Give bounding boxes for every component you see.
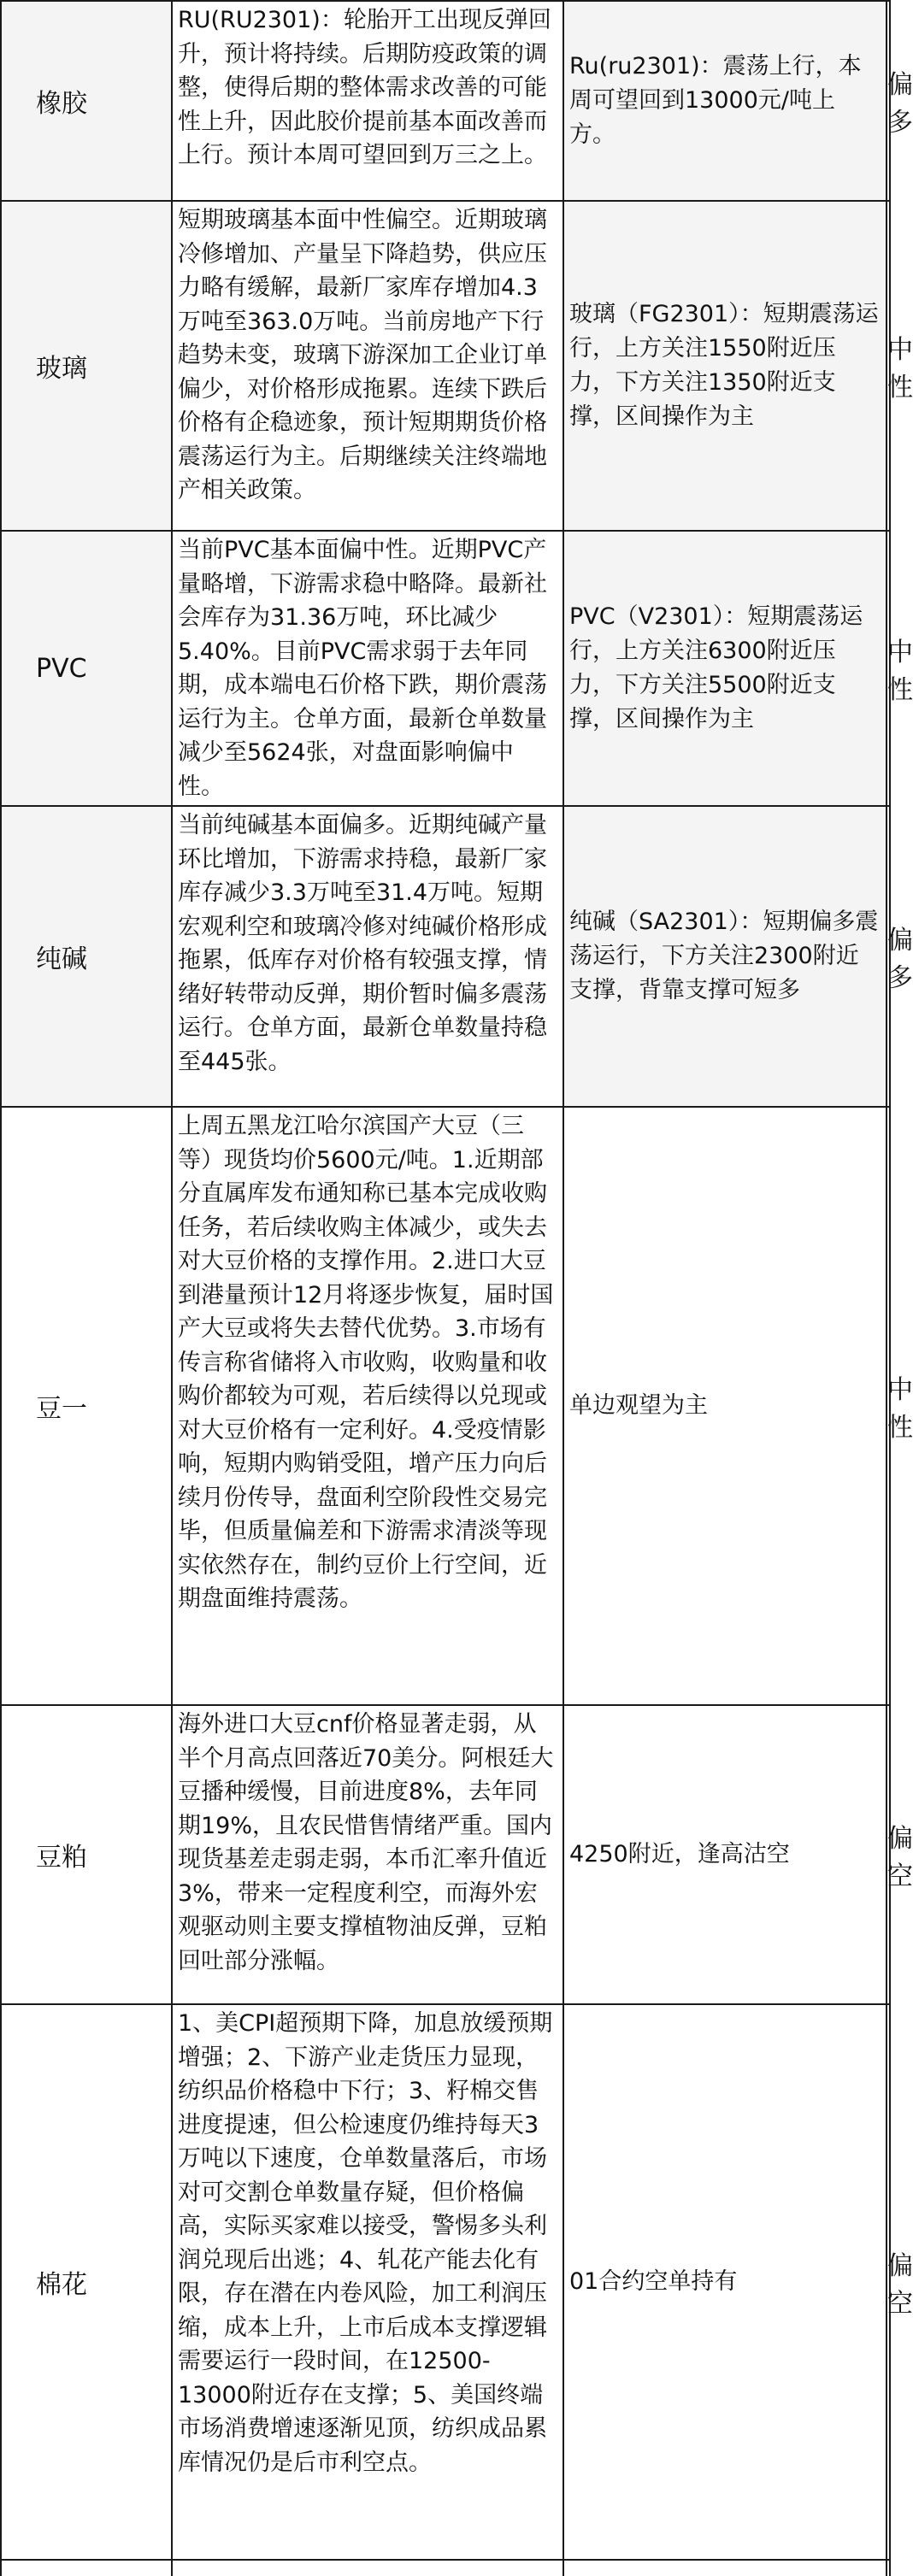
market-view: 中性 — [886, 1107, 890, 1705]
fundamental-analysis: 短期玻璃基本面中性偏空。近期玻璃冷修增加、产量呈下降趋势，供应压力略有缓解，最新厂家库存增加4.3万吨至363.0万吨。当前房地产下行趋势未变，玻璃下游深加工企业订单偏少，对价格形成拖累。连续下跌后价格有企稳迹象，预计短期期货价格震荡运行为主。后期继续关注终端地产相关政策。 — [172, 201, 563, 531]
variety-name: 豆粕 — [1, 1705, 172, 2004]
variety-name: 纯碱 — [1, 806, 172, 1107]
variety-name: 豆一 — [1, 1107, 172, 1705]
variety-name: PVC — [1, 531, 172, 806]
table-row — [1, 2004, 890, 2560]
market-view: 偏空 — [886, 2004, 890, 2560]
variety-name: 橡胶 — [1, 1, 172, 201]
fundamental-analysis: RU(RU2301)：轮胎开工出现反弹回升，预计将持续。后期防疫政策的调整，使得后期的整体需求改善的可能性上升，因此胶价提前基本面改善而上行。预计本周可望回到万三之上。 — [172, 1, 563, 201]
trading-strategy: 纯碱（SA2301）：短期偏多震荡运行，下方关注2300附近支撑，背靠支撑可短多 — [563, 806, 886, 1107]
table-row — [1, 1, 890, 201]
table-row — [1, 531, 890, 806]
table-row — [1, 806, 890, 1107]
trading-strategy: 玻璃（FG2301）：短期震荡运行，上方关注1550附近压力，下方关注1350附近支撑，区间操作为主 — [563, 201, 886, 531]
variety-name: 玻璃 — [1, 201, 172, 531]
trading-strategy: PVC（V2301）：短期震荡运行，上方关注6300附近压力，下方关注5500附近支撑，区间操作为主 — [563, 531, 886, 806]
table-cell-empty — [1, 2560, 172, 2576]
variety-name: 棉花 — [1, 2004, 172, 2560]
fundamental-analysis: 海外进口大豆cnf价格显著走弱，从半个月高点回落近70美分。阿根廷大豆播种缓慢，目前进度8%，去年同期19%，且农民惜售情绪严重。国内现货基差走弱走弱，本币汇率升值近3%，带来一定程度利空，而海外宏观驱动则主要支撑植物油反弹，豆粕回吐部分涨幅。 — [172, 1705, 563, 2004]
market-view: 偏空 — [886, 1705, 890, 2004]
fundamental-analysis: 上周五黑龙江哈尔滨国产大豆（三等）现货均价5600元/吨。1.近期部分直属库发布通知称已基本完成收购任务，若后续收购主体减少，或失去对大豆价格的支撑作用。2.进口大豆到港量预计12月将逐步恢复，届时国产大豆或将失去替代优势。3.市场有传言称省储将入市收购，收购量和收购价都较为可观，若后续得以兑现或对大豆价格有一定利好。4.受疫情影响，短期内购销受阻，增产压力向后续月份传导，盘面利空阶段性交易完毕，但质量偏差和下游需求清淡等现实依然存在，制约豆价上行空间，近期盘面维持震荡。 — [172, 1107, 563, 1705]
table-cell-empty — [886, 2560, 890, 2576]
table-cell-empty — [563, 2560, 886, 2576]
market-view: 偏多 — [886, 806, 890, 1107]
fundamental-analysis: 当前PVC基本面偏中性。近期PVC产量略增，下游需求稳中略降。最新社会库存为31.36万吨，环比减少5.40%。目前PVC需求弱于去年同期，成本端电石价格下跌，期价震荡运行为主。仓单方面，最新仓单数量减少至5624张，对盘面影响偏中性。 — [172, 531, 563, 806]
table-row — [1, 1705, 890, 2004]
fundamental-analysis: 1、美CPI超预期下降，加息放缓预期增强；2、下游产业走货压力显现，纺织品价格稳中下行；3、籽棉交售进度提速，但公检速度仍维持每天3万吨以下速度，仓单数量落后，市场对可交割仓单数量存疑，但价格偏高，实际买家难以接受，警惕多头利润兑现后出逃；4、轧花产能去化有限，存在潜在内卷风险，加工利润压缩，成本上升，上市后成本支撑逻辑需要运行一段时间，在12500-13000附近存在支撑；5、美国终端市场消费增速逐渐见顶，纺织成品累库情况仍是后市利空点。 — [172, 2004, 563, 2560]
trading-strategy: 01合约空单持有 — [563, 2004, 886, 2560]
table-row — [1, 1107, 890, 1705]
table-cell-empty — [172, 2560, 563, 2576]
market-view: 偏多 — [886, 1, 890, 201]
market-view: 中性 — [886, 531, 890, 806]
trading-strategy: Ru(ru2301)：震荡上行，本周可望回到13000元/吨上方。 — [563, 1, 886, 201]
fundamental-analysis: 当前纯碱基本面偏多。近期纯碱产量环比增加，下游需求持稳，最新厂家库存减少3.3万吨至31.4万吨。短期宏观利空和玻璃冷修对纯碱价格形成拖累，低库存对价格有较强支撑，情绪好转带动反弹，期价暂时偏多震荡运行。仓单方面，最新仓单数量持稳至445张。 — [172, 806, 563, 1107]
trading-strategy: 4250附近，逢高沽空 — [563, 1705, 886, 2004]
trading-strategy: 单边观望为主 — [563, 1107, 886, 1705]
table-row — [1, 201, 890, 531]
market-view: 中性 — [886, 201, 890, 531]
table-row-partial — [1, 2560, 890, 2576]
